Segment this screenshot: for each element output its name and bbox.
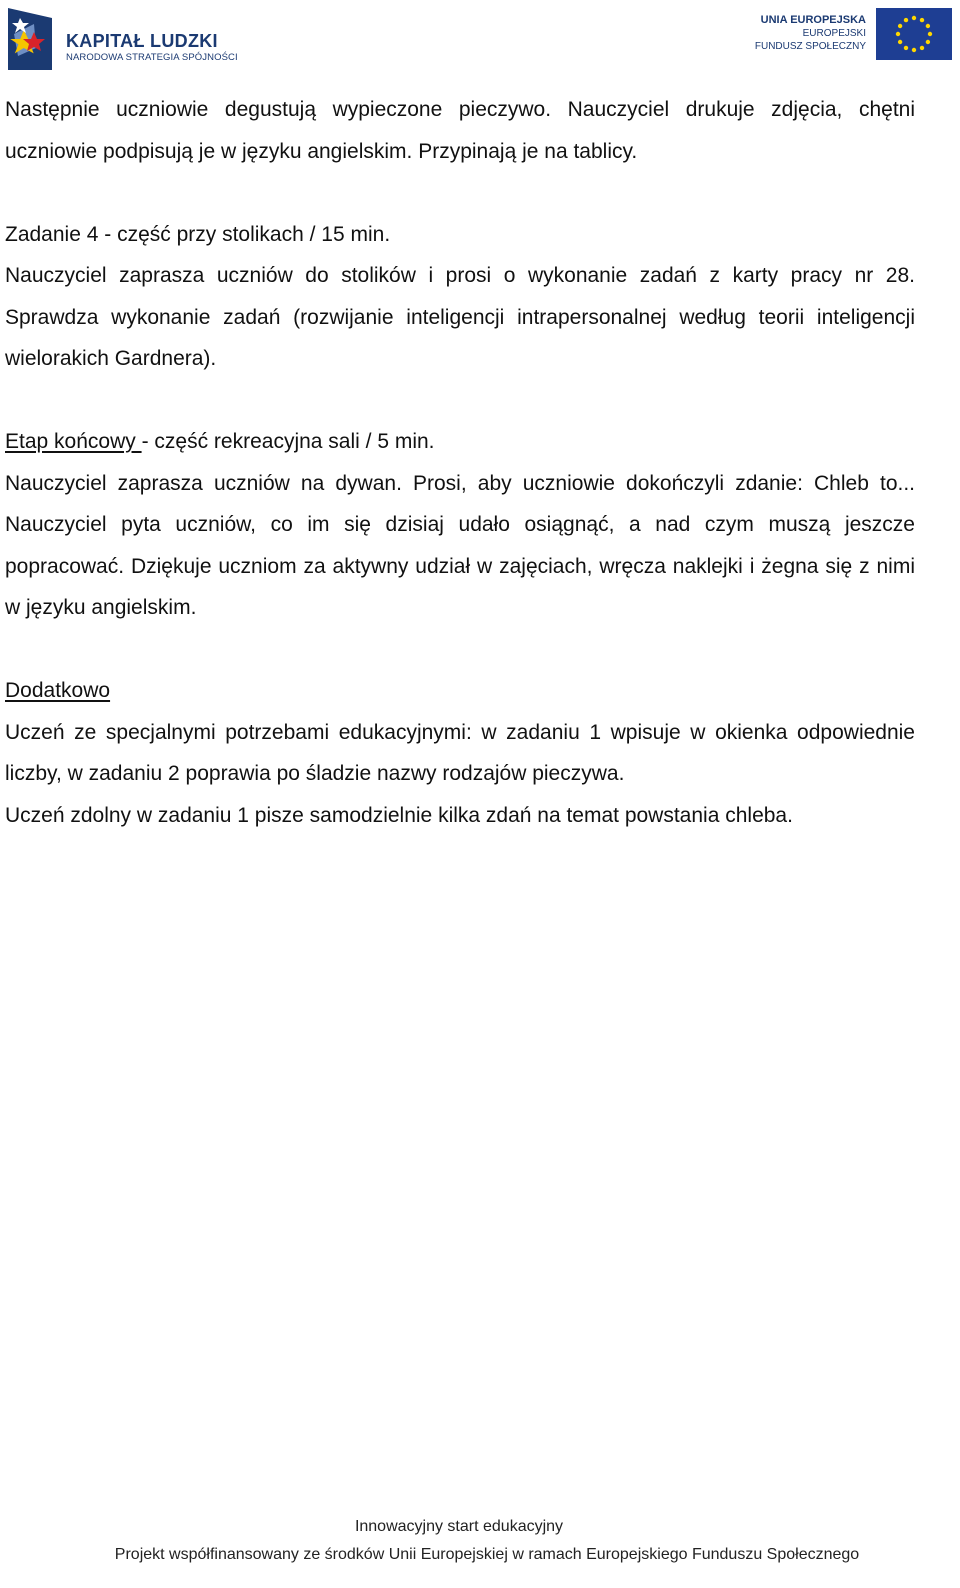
final-stage-heading-underlined: Etap końcowy [5,430,142,453]
eu-flag-icon [876,8,952,60]
special-needs-note: Uczeń ze specjalnymi potrzebami edukacyjnymi: w zadaniu 1 wpisuje w okienka odpowiednie liczby, w zadaniu 2 poprawia po śladzie nazwy rodzajów pieczywa. [5,720,915,785]
eu-logo-line2: EUROPEJSKI [802,28,866,39]
additional-heading [5,670,915,712]
additional-heading-text: Dodatkowo [5,679,111,702]
task-4-description: Nauczyciel zaprasza uczniów do stolików i prosi o wykonanie zadań z karty pracy nr 28. Sprawdza wykonanie zadań (rozwijanie inteligencji intrapersonalnej według teorii inteligencji wielorakich Gardnera). [5,264,915,370]
page-header [0,0,960,80]
footer-project-title: Innowacyjny start edukacyjny [354,1518,564,1535]
document-body [5,89,915,836]
eu-logo [752,8,952,62]
gifted-student-note: Uczeń zdolny w zadaniu 1 pisze samodzielnie kilka zdań na temat powstania chleba. [5,803,793,827]
paragraph-gap [5,629,915,671]
task-4-heading: Zadanie 4 - część przy stolikach / 15 min. [5,222,391,246]
final-stage-heading [5,421,915,463]
paragraph-tasting: Następnie uczniowie degustują wypieczone pieczywo. Nauczyciel drukuje zdjęcia, chętni uczniowie podpisują je w języku angielskim. Przypinają je na tablicy. [5,98,915,163]
final-stage-heading-rest: - część rekreacyjna sali / 5 min. [141,430,435,453]
eu-logo-line1: UNIA EUROPEJSKA [760,14,866,26]
paragraph-gap [5,380,915,422]
kapital-ludzki-subtitle: NARODOWA STRATEGIA SPÓJNOŚCI [66,52,238,63]
paragraph-gap [5,172,915,214]
final-stage-description: Nauczyciel zaprasza uczniów na dywan. Prosi, aby uczniowie dokończyli zdanie: Chleb to... Nauczyciel pyta uczniów, co im się dzisiaj udało osiągnąć, a nad czym muszą jeszcze popracować. Dziękuje uczniom za aktywny udział w zajęciach, wręcza naklejki i żegna się z nimi w języku angielskim. [5,471,915,619]
eu-logo-line3: FUNDUSZ SPOŁECZNY [754,41,866,52]
kapital-ludzki-logo [6,6,238,76]
eu-logo-text [755,14,866,53]
footer-funding-note: Projekt współfinansowany ze środków Unii Europejskiej w ramach Europejskiego Funduszu Społecznego [114,1546,860,1563]
kapital-ludzki-logo-icon [6,6,58,72]
kapital-ludzki-name: KAPITAŁ LUDZKI [66,31,218,51]
